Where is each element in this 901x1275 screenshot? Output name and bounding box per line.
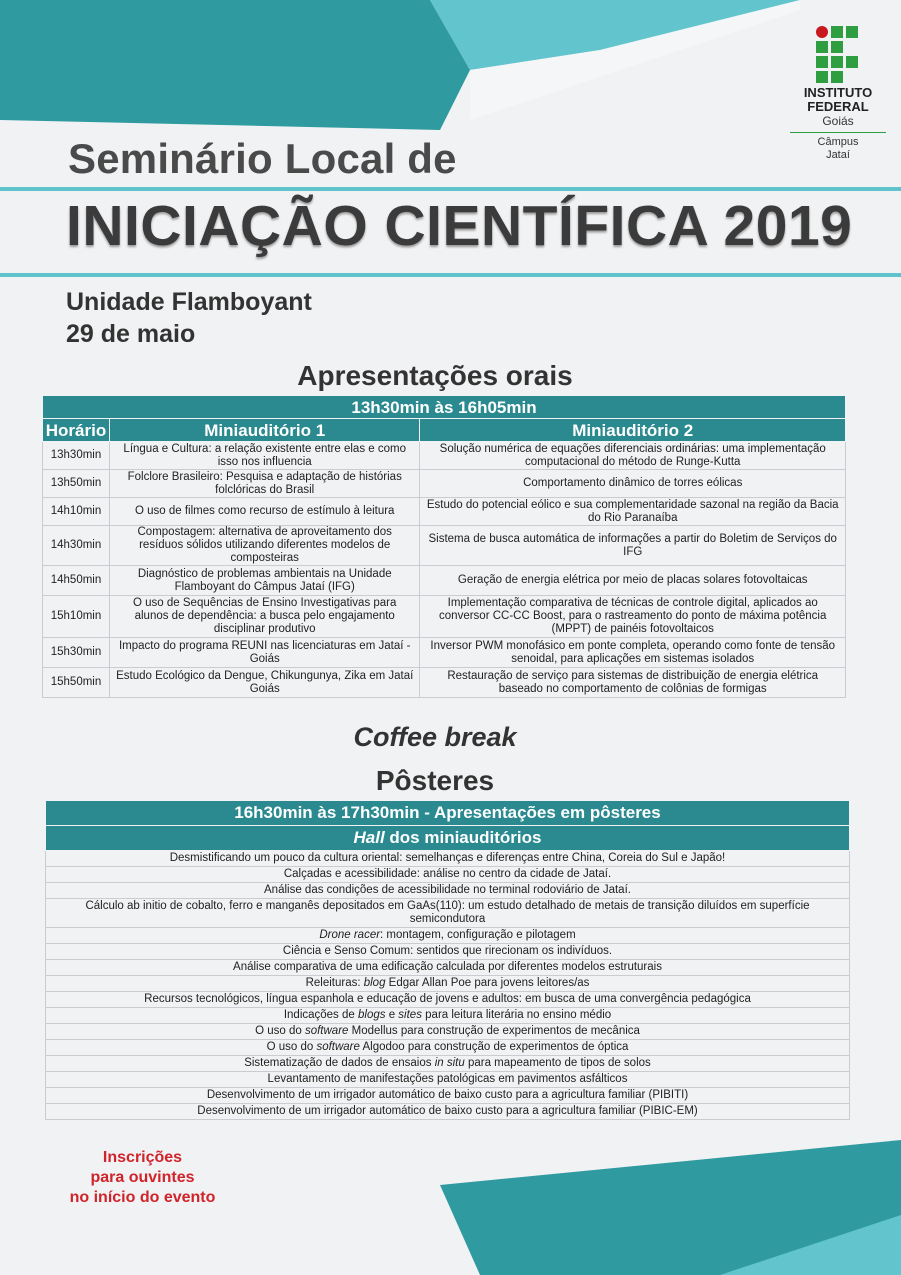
poster-row — [46, 1072, 850, 1088]
registration-line-1: Inscrições — [102, 1149, 183, 1166]
institute-logo — [788, 26, 888, 162]
oral-row — [43, 668, 846, 698]
col-header-time: Horário — [43, 419, 110, 442]
poster-title-italic: blog — [363, 977, 386, 989]
poster-title-cell — [46, 976, 850, 992]
title-band-top-line — [0, 187, 901, 191]
poster-title-cell — [46, 1040, 850, 1056]
oral-room2-cell: Estudo do potencial eólico e sua complementaridade sazonal na região da Bacia do Rio Paranaíba — [420, 498, 846, 526]
poster-row — [46, 992, 850, 1008]
poster-title-text: Ciência e Senso Comum: sentidos que rirecionam os indivíduos. — [282, 945, 613, 957]
poster-row — [46, 976, 850, 992]
logo-text-federal: FEDERAL — [807, 99, 869, 114]
poster-title-cell — [46, 944, 850, 960]
oral-time-cell: 15h50min — [43, 668, 110, 698]
poster-title-cell — [46, 1024, 850, 1040]
poster-title-italic: Drone racer — [319, 929, 381, 941]
oral-room1-cell: Impacto do programa REUNI nas licenciaturas em Jataí - Goiás — [110, 638, 420, 668]
poster-title-cell — [46, 992, 850, 1008]
poster-row — [46, 1056, 850, 1072]
oral-row — [43, 498, 846, 526]
poster-title-italic: in situ — [434, 1057, 465, 1069]
logo-text-campus: Câmpus — [817, 136, 859, 148]
registration-note — [55, 1148, 230, 1208]
poster-row — [46, 1104, 850, 1120]
logo-text-state: Goiás — [822, 114, 854, 128]
title-band-bottom-line — [0, 273, 901, 277]
poster-title-text: O uso do — [255, 1025, 305, 1037]
oral-time-cell: 13h50min — [43, 470, 110, 498]
logo-divider — [790, 132, 886, 133]
poster-row — [46, 928, 850, 944]
poster-title-cell — [46, 1072, 850, 1088]
posters-location-hall: Hall — [353, 828, 385, 847]
poster-title-cell — [46, 1056, 850, 1072]
oral-room1-cell: O uso de Sequências de Ensino Investigativas para alunos de dependência: a busca pelo engajamento disciplinar produtivo — [110, 596, 420, 638]
poster-row — [46, 1088, 850, 1104]
oral-room2-cell: Solução numérica de equações diferenciais ordinárias: uma implementação computacional do método de Runge-Kutta — [420, 442, 846, 470]
posters-table — [45, 800, 850, 1120]
oral-time-cell: 14h30min — [43, 526, 110, 566]
posters-location — [46, 826, 850, 851]
oral-time-cell: 14h10min — [43, 498, 110, 526]
poster-title-text: Calçadas e acessibilidade: análise no centro da cidade de Jataí. — [283, 868, 612, 880]
oral-row — [43, 566, 846, 596]
oral-time-cell: 14h50min — [43, 566, 110, 596]
poster-title-cell — [46, 883, 850, 899]
poster-title-text: Modellus para construção de experimentos de mecânica — [348, 1025, 640, 1037]
poster-title-text: para leitura literária no ensino médio — [421, 1009, 612, 1021]
oral-time-cell: 15h30min — [43, 638, 110, 668]
poster-row — [46, 944, 850, 960]
poster-title-text: Edgar Allan Poe para jovens leitores/as — [385, 977, 590, 989]
poster-row — [46, 960, 850, 976]
poster-title-text: para mapeamento de tipos de solos — [464, 1057, 651, 1069]
poster-title-text: Levantamento de manifestações patológicas em pavimentos asfálticos — [267, 1073, 628, 1085]
poster-title-cell — [46, 928, 850, 944]
oral-room1-cell: Língua e Cultura: a relação existente entre elas e como isso nos influencia — [110, 442, 420, 470]
title-line-1: Seminário Local de — [68, 135, 457, 182]
oral-room2-cell: Sistema de busca automática de informações a partir do Boletim de Serviços do IFG — [420, 526, 846, 566]
poster-title-text: Recursos tecnológicos, língua espanhola e educação de jovens e adultos: em busca de uma convergência pedagógica — [144, 993, 751, 1005]
poster-title-text: Análise das condições de acessibilidade no terminal rodoviário de Jataí. — [264, 884, 631, 896]
oral-schedule-table — [42, 395, 846, 698]
poster-title-cell — [46, 1088, 850, 1104]
poster-title-italic: sites — [398, 1009, 422, 1021]
oral-time-range: 13h30min às 16h05min — [43, 396, 846, 419]
poster-title-text: Desenvolvimento de um irrigador automático de baixo custo para a agricultura familiar (PIBITI) — [206, 1089, 689, 1101]
poster-row — [46, 1040, 850, 1056]
col-header-room2: Miniauditório 2 — [420, 419, 846, 442]
registration-line-2: para ouvintes — [90, 1169, 195, 1186]
poster-title-cell — [46, 851, 850, 867]
poster-title-cell — [46, 1104, 850, 1120]
poster-title-text: Análise comparativa de uma edificação calculada por diferentes modelos estruturais — [233, 961, 662, 973]
top-left-teal-shape — [0, 0, 470, 130]
col-header-room1: Miniauditório 1 — [110, 419, 420, 442]
oral-room1-cell: Diagnóstico de problemas ambientais na Unidade Flamboyant do Câmpus Jataí (IFG) — [110, 566, 420, 596]
poster-title-italic: software — [316, 1041, 360, 1053]
oral-row — [43, 442, 846, 470]
oral-room2-cell: Inversor PWM monofásico em ponte completa, operando como fonte de tensão senoidal, para aplicações em sistemas isolados — [420, 638, 846, 668]
poster-title-text: Sistematização de dados de ensaios — [244, 1057, 435, 1069]
oral-presentations-heading: Apresentações orais — [297, 360, 573, 391]
oral-row — [43, 638, 846, 668]
posters-heading: Pôsteres — [375, 765, 495, 796]
poster-title-text: : montagem, configuração e pilotagem — [380, 929, 576, 941]
poster-row — [46, 899, 850, 928]
oral-row — [43, 596, 846, 638]
oral-time-cell: 15h10min — [43, 596, 110, 638]
poster-title-text: Desenvolvimento de um irrigador automático de baixo custo para a agricultura familiar (PIBIC-EM) — [197, 1105, 698, 1117]
oral-room1-cell: O uso de filmes como recurso de estímulo à leitura — [110, 498, 420, 526]
poster-title-text: Algodoo para construção de experimentos de óptica — [359, 1041, 629, 1053]
poster-title-italic: blogs — [358, 1009, 386, 1021]
oral-room1-cell: Estudo Ecológico da Dengue, Chikungunya, Zika em Jataí Goiás — [110, 668, 420, 698]
event-date: 29 de maio — [66, 320, 196, 348]
coffee-break-label: Coffee break — [353, 722, 517, 752]
logo-mark-icon — [816, 26, 860, 82]
logo-text-city: Jataí — [826, 149, 850, 161]
registration-line-3: no início do evento — [69, 1189, 216, 1206]
venue-unit: Unidade Flamboyant — [66, 288, 312, 316]
oral-room2-cell: Comportamento dinâmico de torres eólicas — [420, 470, 846, 498]
posters-location-rest: dos miniauditórios — [384, 828, 542, 847]
oral-row — [43, 470, 846, 498]
logo-text-instituto: INSTITUTO — [803, 85, 873, 100]
poster-title-text: Desmistificando um pouco da cultura oriental: semelhanças e diferenças entre China, Coreia do Sul e Japão! — [169, 852, 726, 864]
posters-time-range: 16h30min às 17h30min - Apresentações em pôsteres — [46, 801, 850, 826]
poster-row — [46, 1008, 850, 1024]
oral-room2-cell: Restauração de serviço para sistemas de distribuição de energia elétrica baseado no comportamento de colônias de formigas — [420, 668, 846, 698]
poster-title-text: O uso do — [266, 1041, 317, 1053]
oral-room2-cell: Implementação comparativa de técnicas de controle digital, aplicados ao conversor CC-CC Boost, para o rastreamento do ponto de máxima potência (MPPT) de painéis fotovoltaicos — [420, 596, 846, 638]
poster-title-text: Releituras: — [305, 977, 364, 989]
oral-room2-cell: Geração de energia elétrica por meio de placas solares fotovoltaicas — [420, 566, 846, 596]
oral-row — [43, 526, 846, 566]
poster-title-text: e — [385, 1009, 399, 1021]
oral-room1-cell: Folclore Brasileiro: Pesquisa e adaptação de histórias folclóricas do Brasil — [110, 470, 420, 498]
venue-block — [66, 286, 312, 350]
poster-title-italic: software — [304, 1025, 349, 1037]
poster-row — [46, 883, 850, 899]
poster-title-text: Indicações de — [283, 1009, 358, 1021]
title-line-2: INICIAÇÃO CIENTÍFICA 2019 — [66, 194, 853, 258]
poster-title-cell — [46, 1008, 850, 1024]
poster-row — [46, 867, 850, 883]
oral-time-cell: 13h30min — [43, 442, 110, 470]
oral-room1-cell: Compostagem: alternativa de aproveitamento dos resíduos sólidos utilizando diferentes modelos de composteiras — [110, 526, 420, 566]
poster-row — [46, 1024, 850, 1040]
poster-title-cell — [46, 899, 850, 928]
poster-title-text: Cálculo ab initio de cobalto, ferro e manganês depositados em GaAs(110): um estudo detalhado de metais de transição diluídos em superfície semicondutora — [85, 900, 810, 925]
poster-title-cell — [46, 960, 850, 976]
poster-row — [46, 851, 850, 867]
poster-title-cell — [46, 867, 850, 883]
